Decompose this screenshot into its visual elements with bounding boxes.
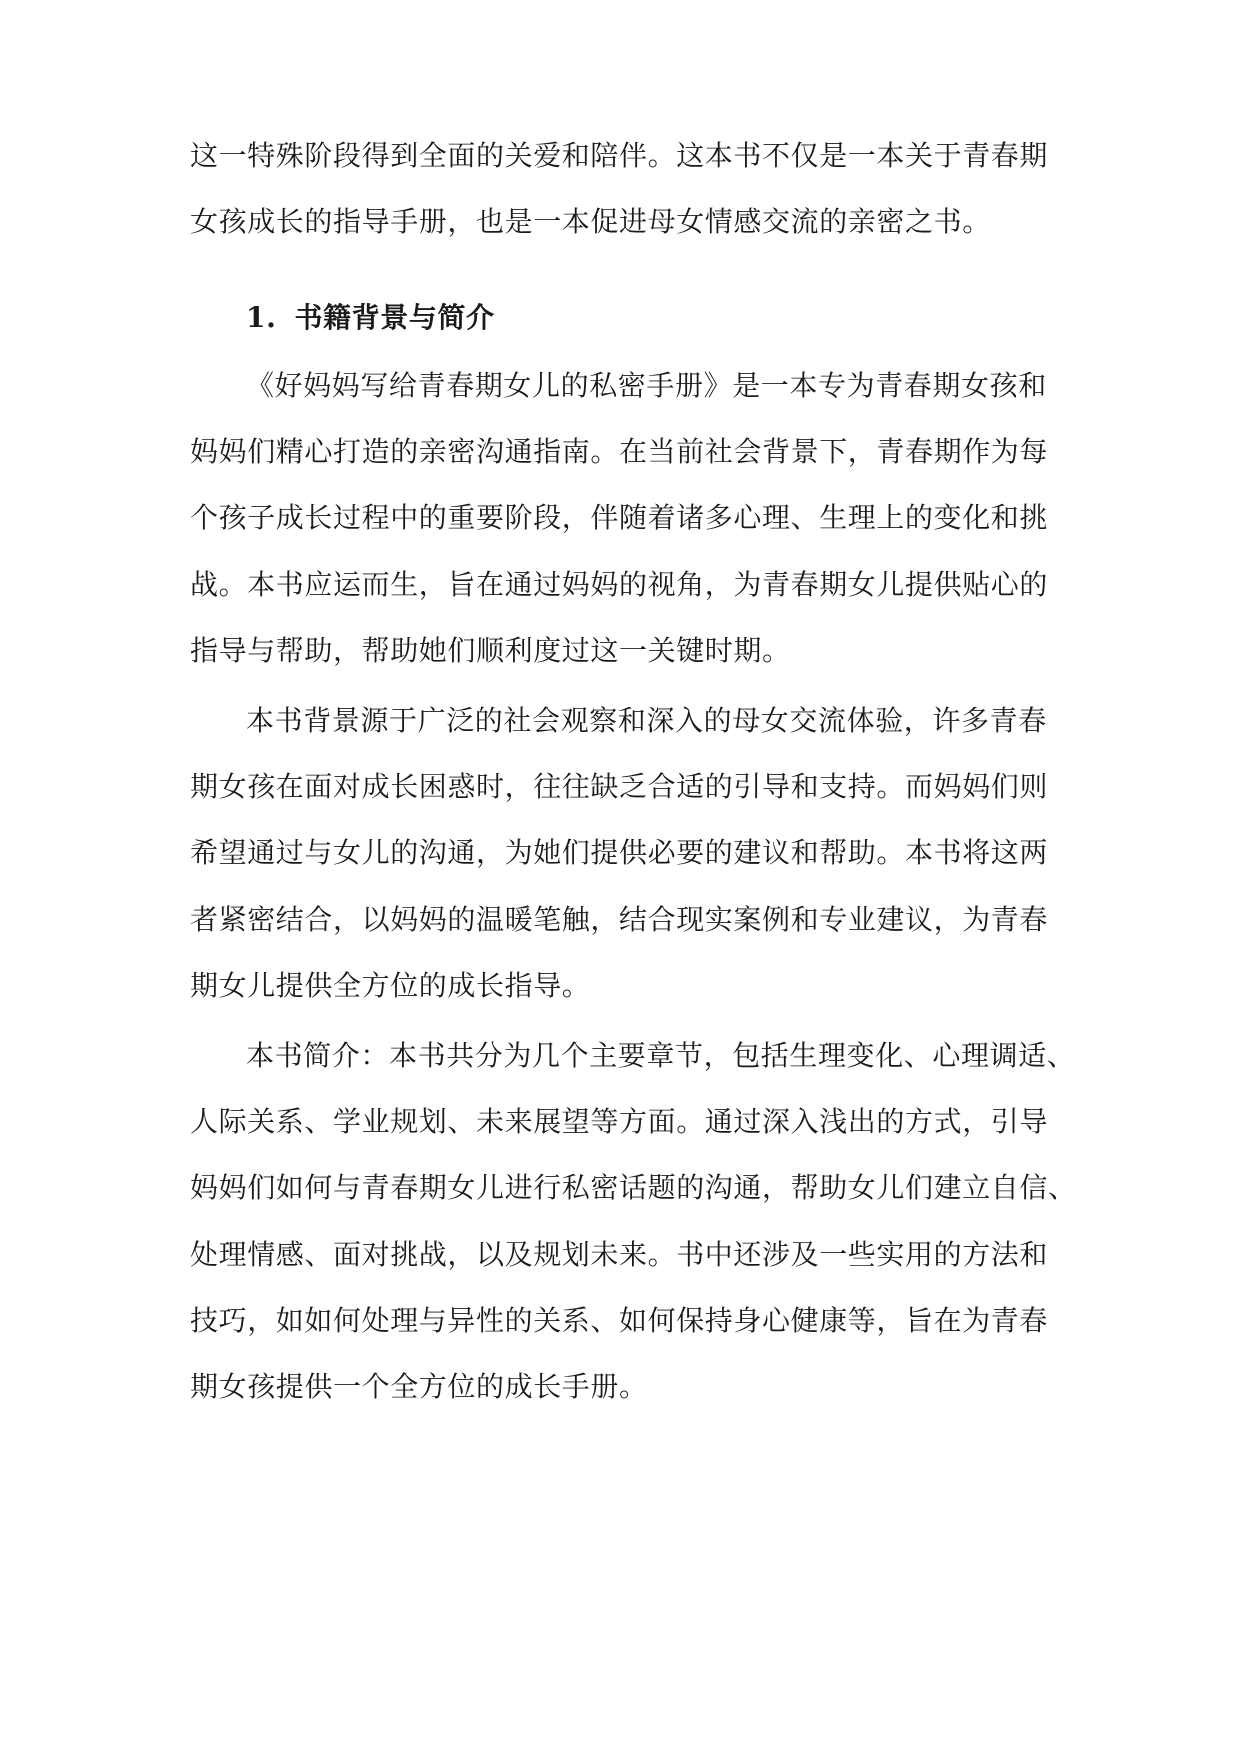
paragraph-line: 战。本书应运而生，旨在通过妈妈的视角，为青春期女儿提供贴心的 bbox=[190, 568, 1049, 601]
paragraph-line: 指导与帮助，帮助她们顺利度过这一关键时期。 bbox=[190, 634, 791, 667]
paragraph-line: 期女孩提供一个全方位的成长手册。 bbox=[190, 1370, 648, 1403]
paragraph-line: 妈妈们如何与青春期女儿进行私密话题的沟通，帮助女儿们建立自信、 bbox=[190, 1171, 1077, 1204]
paragraph-line: 本书简介：本书共分为几个主要章节，包括生理变化、心理调适、 bbox=[246, 1039, 1076, 1072]
section-title: 书籍背景与简介 bbox=[294, 301, 495, 334]
paragraph-line: 妈妈们精心打造的亲密沟通指南。在当前社会背景下，青春期作为每 bbox=[190, 435, 1049, 468]
paragraph-line: 期女儿提供全方位的成长指导。 bbox=[190, 969, 591, 1002]
paragraph-line: 期女孩在面对成长困惑时，往往缺乏合适的引导和支持。而妈妈们则 bbox=[190, 770, 1049, 803]
paragraph-line: 处理情感、面对挑战，以及规划未来。书中还涉及一些实用的方法和 bbox=[190, 1238, 1049, 1271]
section-number: 1. bbox=[246, 301, 277, 334]
paragraph-line: 本书背景源于广泛的社会观察和深入的母女交流体验，许多青春 bbox=[246, 704, 1047, 737]
paragraph-line: 人际关系、学业规划、未来展望等方面。通过深入浅出的方式，引导 bbox=[190, 1105, 1049, 1138]
paragraph-line: 个孩子成长过程中的重要阶段，伴随着诸多心理、生理上的变化和挑 bbox=[190, 501, 1049, 534]
section-heading bbox=[246, 298, 495, 338]
intro-line: 这一特殊阶段得到全面的关爱和陪伴。这本书不仅是一本关于青春期 bbox=[190, 139, 1049, 172]
paragraph-line: 《好妈妈写给青春期女儿的私密手册》是一本专为青春期女孩和 bbox=[246, 369, 1047, 402]
paragraph-line: 希望通过与女儿的沟通，为她们提供必要的建议和帮助。本书将这两 bbox=[190, 836, 1049, 869]
paragraph-line: 技巧，如如何处理与异性的关系、如何保持身心健康等，旨在为青春 bbox=[190, 1304, 1049, 1337]
intro-line: 女孩成长的指导手册，也是一本促进母女情感交流的亲密之书。 bbox=[190, 205, 991, 238]
paragraph-line: 者紧密结合，以妈妈的温暖笔触，结合现实案例和专业建议，为青春 bbox=[190, 903, 1049, 936]
